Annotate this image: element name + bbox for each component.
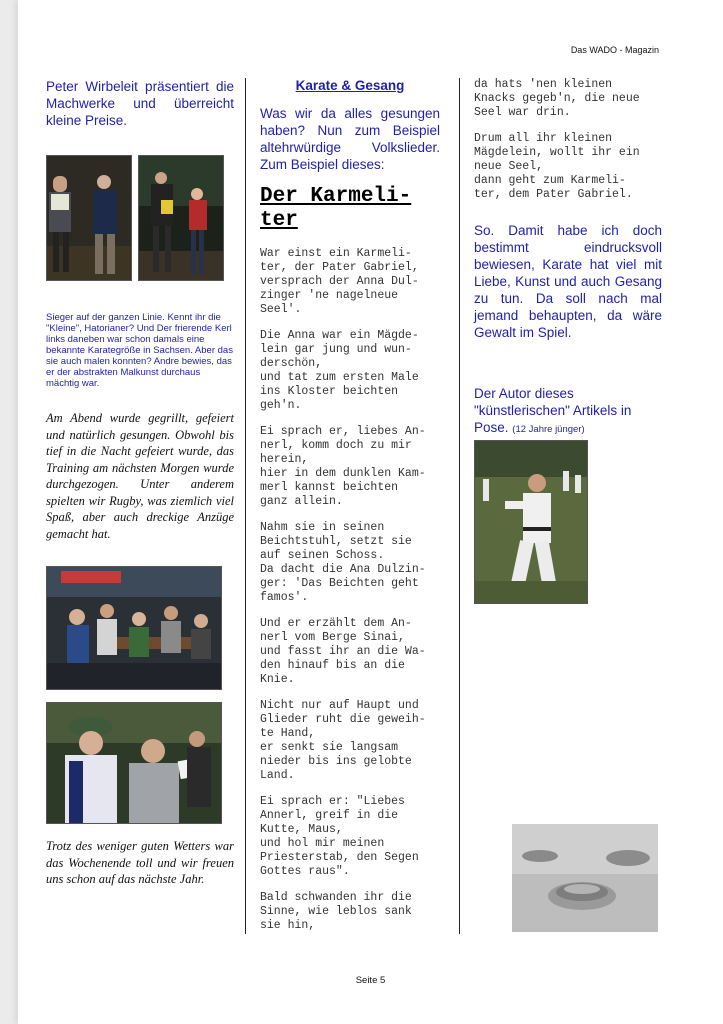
photo-author-karate-pose (474, 440, 588, 604)
photo-evening-party (46, 566, 222, 690)
poem-stanza: Die Anna war ein Mägde- lein gar jung und wun- derschön, und tat zum ersten Male ins Kloster beichten geh'n. (260, 329, 419, 412)
poem-stanza: Und er erzählt dem An- nerl vom Berge Sinai, und fasst ihr an die Wa- den hinauf bis an die Knie. (260, 617, 426, 686)
page-number: Seite 5 (355, 975, 386, 986)
poem-stanza: Ei sprach er: "Liebes Annerl, greif in die Kutte, Maus, und hol mir meinen Priesterstab, den Segen Gottes raus". (260, 795, 419, 878)
poem-stanza: Nicht nur auf Haupt und Glieder ruht die geweih- te Hand, er senkt sie langsam nieder bis ins gelobte Land. (260, 699, 426, 782)
song-intro-text: Was wir da alles gesungen haben? Nun zum Beispiel altehrwürdige Volkslieder. Zum Beispiel dieses: (260, 106, 440, 172)
decorative-island-image (512, 824, 658, 932)
poem-stanza: da hats 'nen kleinen Knacks gegeb'n, die neue Seel war drin. (474, 78, 640, 119)
middle-column (260, 78, 440, 945)
section-title: Karate & Gesang (295, 78, 405, 93)
photo-prize-ceremony-2 (138, 155, 224, 281)
poem-stanza: Nahm sie in seinen Beichtstuhl, setzt sie auf seinen Schoss. Da dacht die Ana Dulzin- ger: 'Das Beichten geht famos'. (260, 521, 426, 604)
magazine-page (18, 0, 723, 1024)
author-caption-text: Der Autor dieses "künstlerischen" Artikels in Pose. (474, 386, 632, 435)
left-column (46, 78, 234, 129)
evening-report-text: Am Abend wurde gegrillt, gefeiert und natürlich gesungen. Obwohl bis tief in die Nacht gefeiert wurde, das Training am nächsten Morgen wurde durchgezogen. Unter anderem spielten wir Rugby, was ziemlich viel Spaß, aber auch dreckige Anzüge gemacht hat. (46, 411, 234, 541)
magazine-header: Das WADO - Magazin (570, 45, 659, 55)
poem-stanza: Bald schwanden ihr die Sinne, wie leblos sank sie hin, (260, 891, 412, 932)
conclusion-text: So. Damit habe ich doch bestimmt eindrucksvoll bewiesen, Karate hat viel mit Liebe, Kunst und auch Gesang zu tun. Da soll nach mal jemand behaupten, da wäre Gewalt im Spiel. (474, 223, 662, 340)
poem-stanza: War einst ein Karmeli- ter, der Pater Gabriel, versprach der Anna Dul- zinger 'ne nagelneue Seel'. (260, 247, 419, 316)
column-divider-left (245, 78, 246, 934)
author-caption (474, 385, 662, 438)
winner-caption: Sieger auf der ganzen Linie. Kennt ihr die "Kleine", Hatorianer? Und Der frierende Kerl links daneben war schon damals eine bekannte Karategröße in Sachsen. Aber das sie auch malen konnten? Andre bewies, das er der abstrakten Malkunst durchaus mächtig war. (46, 312, 233, 389)
poem-stanza: Ei sprach er, liebes An- nerl, komm doch zu mir herein, hier in dem dunklen Kam- merl kannst beichten ganz allein. (260, 425, 426, 508)
right-column (474, 78, 662, 438)
photo-prize-ceremony-1 (46, 155, 132, 281)
poem-title: Der Karmeli- ter (260, 185, 412, 232)
column-divider-right (459, 78, 460, 934)
poem-stanza: Drum all ihr kleinen Mägdelein, wollt ihr ein neue Seel, dann geht zum Karmeli- ter, dem Pater Gabriel. (474, 132, 640, 201)
photo-singing (46, 702, 222, 824)
prize-intro-text: Peter Wirbeleit präsentiert die Machwerke und überreicht kleine Preise. (46, 79, 234, 128)
author-age-note: (12 Jahre jünger) (512, 424, 585, 435)
closing-text: Trotz des weniger guten Wetters war das Wochenende toll und wir freuen uns schon auf das nächste Jahr. (46, 839, 234, 886)
